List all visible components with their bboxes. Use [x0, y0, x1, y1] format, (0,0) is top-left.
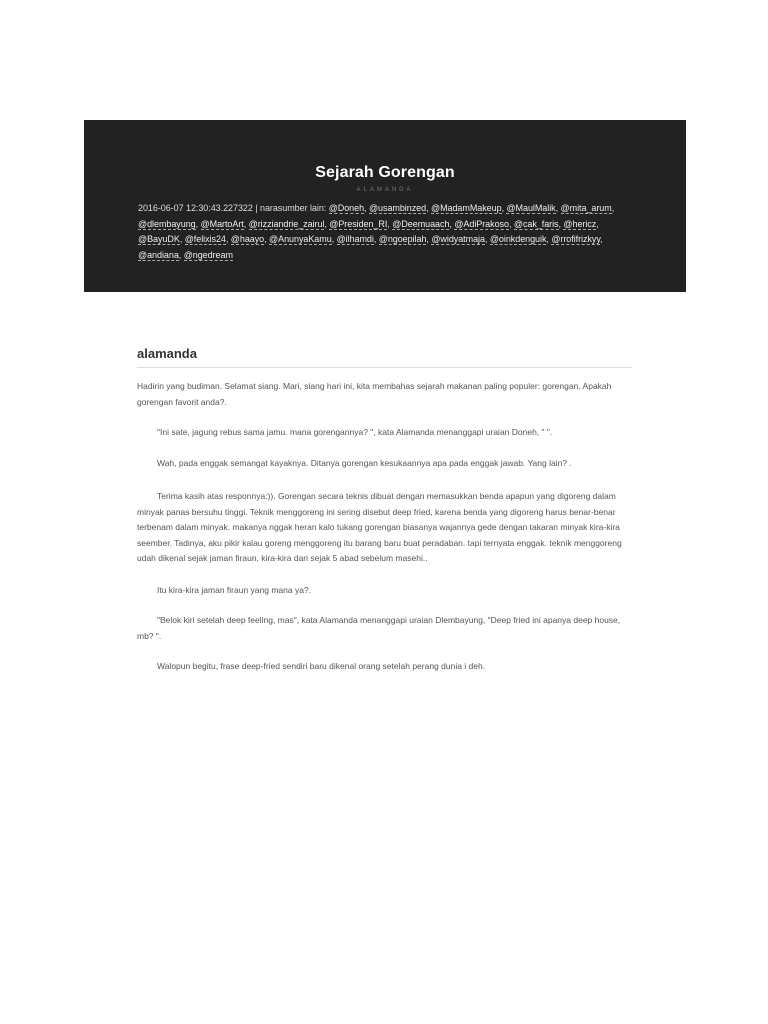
paragraph: Hadirin yang budiman. Selamat siang. Mari, siang hari ini, kita membahas sejarah makanan paling populer: gorengan. Apakah gorengan favorit anda?.: [137, 381, 612, 407]
source-link[interactable]: @Doneh: [328, 203, 365, 213]
paragraph: Itu kira-kira jaman firaun yang mana ya?.: [157, 584, 312, 595]
article-header: [84, 120, 686, 292]
source-link[interactable]: @ngedream: [183, 249, 233, 260]
source-links: @Doneh, @usambinzed, @MadamMakeup, @MaulMalik, @mita_arum, @dlembayung, @MartoArt, @rizziandrie_zairul, @Presiden_RI, @Deemuaach, @AdiPrakoso, @cak_faris, @hericz, @BayuDK, @felixis24, @haayo, @AnunyaKamu, @ilhamdi, @ngoepilah, @widyatmaja, @oinkdenguik, @rrofifrizkyy, @andiana, @ngedream: [138, 203, 615, 260]
source-link[interactable]: @dlembayung: [138, 218, 196, 229]
source-link[interactable]: @usambinzed: [368, 203, 427, 213]
source-link[interactable]: @MartoArt: [200, 218, 244, 229]
source-link[interactable]: @AdiPrakoso: [454, 218, 509, 229]
source-link[interactable]: @MaulMalik: [506, 203, 556, 213]
article-content: [137, 346, 632, 675]
source-link[interactable]: @AnunyaKamu: [269, 234, 332, 244]
paragraph: Wah, pada enggak semangat kayaknya. Ditanya gorengan kesukaannya apa pada enggak jawab. Yang lain? .: [157, 457, 572, 468]
source-link[interactable]: @andiana: [138, 249, 179, 260]
source-link[interactable]: @widyatmaja: [431, 234, 485, 244]
source-link[interactable]: @cak_faris: [513, 218, 559, 229]
source-link[interactable]: @hericz: [563, 218, 597, 229]
paragraph: "Ini sate, jagung rebus sama jamu. mana gorengannya? ", kata Alamanda menanggapi uraian Doneh, " ".: [157, 427, 553, 437]
meta-prefix: 2016-06-07 12:30:43.227322 | narasumber lain:: [138, 203, 329, 213]
source-link[interactable]: @haayo: [230, 234, 265, 244]
paragraph: "Belok kiri setelah deep feeling, mas", kata Alamanda menanggapi uraian Dlembayung, "Deep fried ini apanya deep house, mb? ".: [137, 615, 621, 641]
author-subtitle: ALAMANDA: [356, 187, 414, 193]
source-link[interactable]: @felixis24: [184, 234, 226, 244]
paragraph: Terima kasih atas responnya:)). Gorengan secara teknis dibuat dengan memasukkan benda apapun yang digoreng dalam minyak panas bersuhu tinggi. Teknik menggoreng ini sering disebut deep fried, karena benda yang digoreng harus benar-benar terbenam dalam minyak. makanya nggak heran kalo tukang gorengan biasanya wajannya gede dengan takaran minyak kira-kira seember. Tadinya, aku pikir kalau goreng menggoreng itu barang baru buat peradaban. tapi ternyata enggak. teknik menggoreng udah dikenal sejak jaman firaun, kira-kira dari sejak 5 abad sebelum masehi..: [137, 491, 622, 563]
paragraph: Walopun begitu, frase deep-fried sendiri baru dikenal orang setelah perang dunia i deh.: [157, 661, 486, 671]
source-link[interactable]: @MadamMakeup: [430, 203, 502, 213]
source-link[interactable]: @ilhamdi: [336, 234, 374, 244]
source-link[interactable]: @rrofifrizkyy: [551, 234, 601, 244]
source-link[interactable]: @mita_arum: [560, 203, 612, 213]
source-link[interactable]: @rizziandrie_zairul: [248, 218, 325, 229]
source-link[interactable]: @ngoepilah: [378, 234, 427, 244]
source-link[interactable]: @Presiden_RI: [329, 218, 388, 229]
article-title: Sejarah Gorengan: [315, 164, 455, 181]
article-meta: [138, 201, 632, 263]
source-link[interactable]: @BayuDK: [138, 234, 180, 244]
source-link[interactable]: @Deemuaach: [392, 218, 450, 229]
section-title: alamanda: [137, 346, 632, 368]
source-link[interactable]: @oinkdenguik: [489, 234, 547, 244]
